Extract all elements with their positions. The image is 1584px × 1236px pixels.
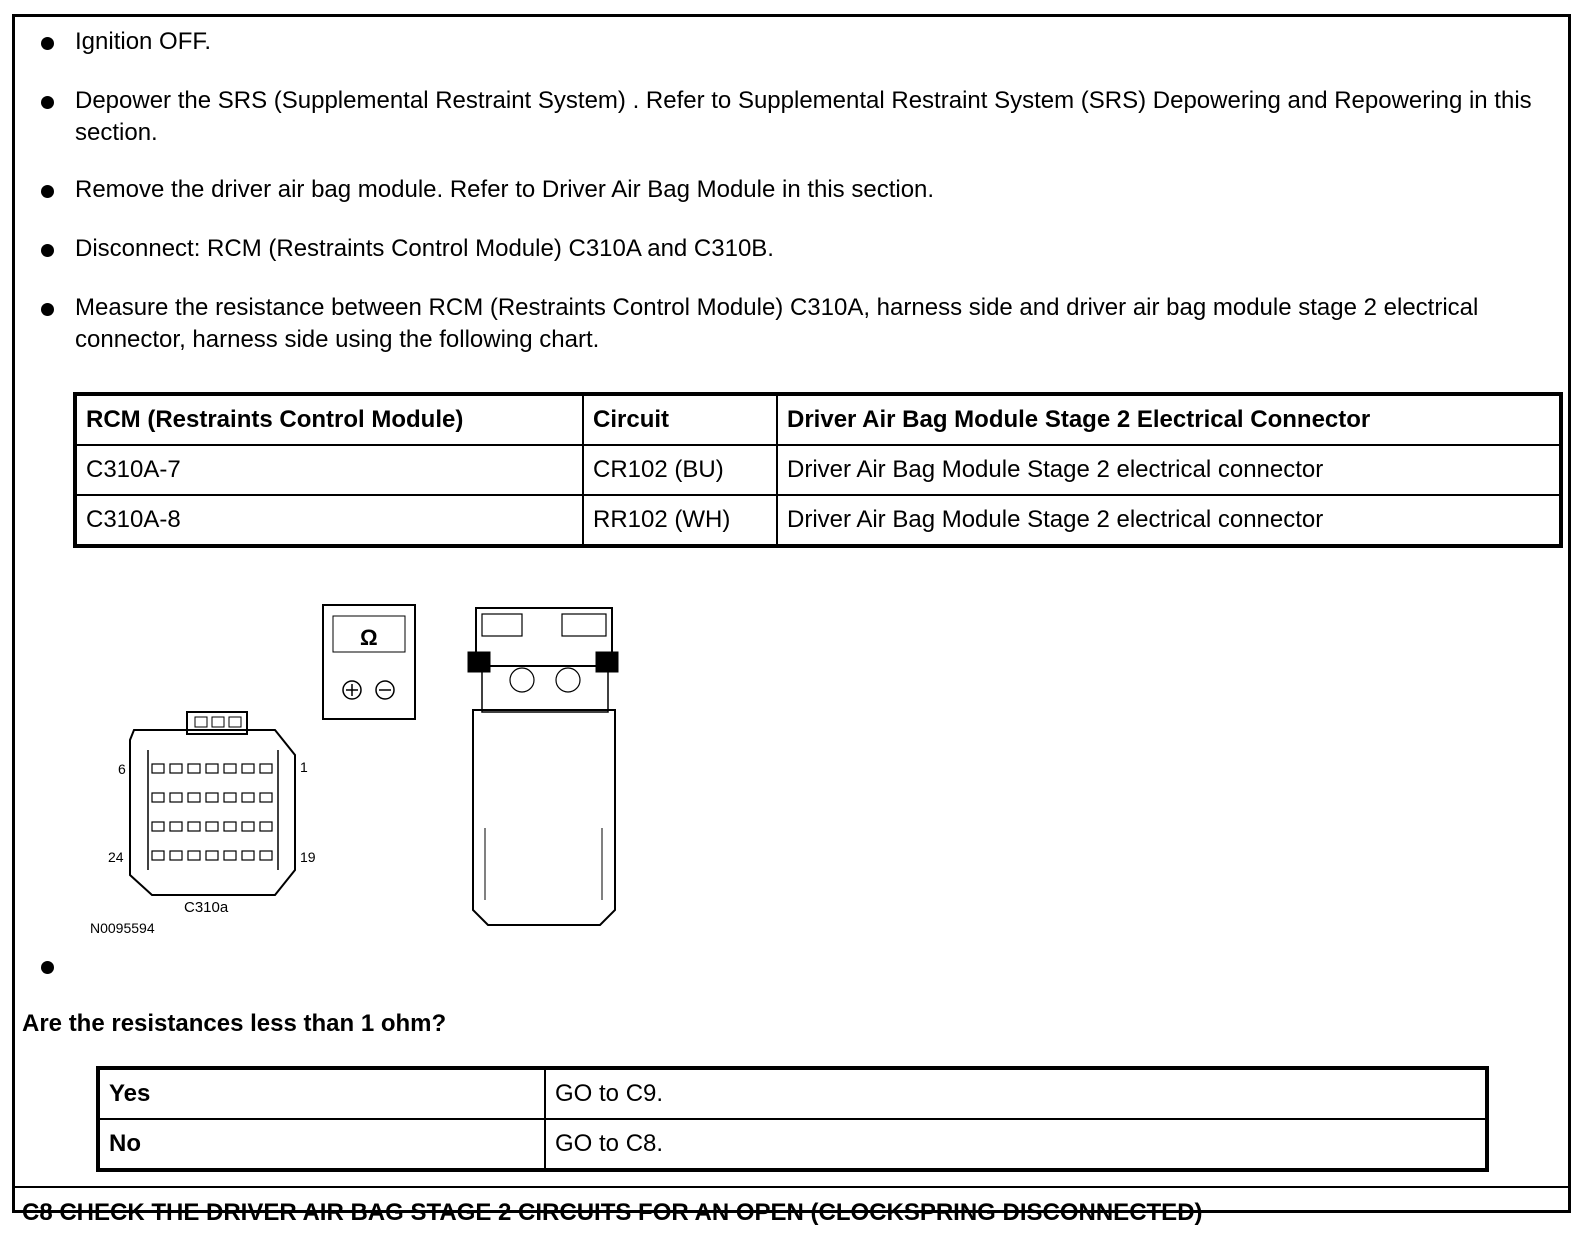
action-cell: GO to C8. <box>545 1119 1487 1170</box>
table-cell: C310A-8 <box>75 495 583 546</box>
figure-id-label: N0095594 <box>90 920 155 936</box>
bullet-dot-icon <box>41 37 54 50</box>
table-cell: Driver Air Bag Module Stage 2 electrical connector <box>777 445 1561 495</box>
table-cell: C310A-7 <box>75 445 583 495</box>
bullet-dot-icon <box>41 185 54 198</box>
bullet-dot-icon <box>41 961 54 974</box>
airbag-module-connector-icon <box>468 608 618 925</box>
divider <box>12 1186 1571 1188</box>
step-text: Measure the resistance between RCM (Restraints Control Module) C310A, harness side and driver air bag module stage 2 electrical connector, harness side using the following chart. <box>75 294 1479 353</box>
step-text: Disconnect: RCM (Restraints Control Module) C310A and C310B. <box>75 235 774 262</box>
ohm-symbol: Ω <box>360 625 378 650</box>
connector-label: C310a <box>184 899 229 916</box>
pin-label-24: 24 <box>108 849 124 865</box>
table-header-row <box>75 394 1561 445</box>
question-text: Are the resistances less than 1 ohm? <box>22 1010 447 1037</box>
step-item <box>38 26 211 58</box>
table-row <box>75 495 1561 546</box>
table-row <box>98 1119 1487 1170</box>
pin-label-19: 19 <box>300 849 316 865</box>
column-header-rcm: RCM (Restraints Control Module) <box>75 394 583 445</box>
bullet-dot-icon <box>41 303 54 316</box>
table-cell: CR102 (BU) <box>583 445 777 495</box>
bullet-dot-icon <box>41 244 54 257</box>
connector-illustration <box>90 600 650 960</box>
step-item <box>38 174 934 206</box>
ohmmeter-icon <box>323 605 415 719</box>
result-table <box>96 1066 1489 1172</box>
column-header-circuit: Circuit <box>583 394 777 445</box>
step-item <box>38 292 1558 356</box>
table-row <box>75 445 1561 495</box>
step-item <box>38 85 1558 149</box>
step-text: Remove the driver air bag module. Refer to Driver Air Bag Module in this section. <box>75 176 935 203</box>
pin-label-1: 1 <box>300 759 308 775</box>
pin-label-6: 6 <box>118 761 126 777</box>
step-text: Depower the SRS (Supplemental Restraint System) . Refer to Supplemental Restraint System (SRS) Depowering and Repowering in this section. <box>75 87 1532 146</box>
action-cell: GO to C9. <box>545 1068 1487 1119</box>
step-item <box>38 233 774 265</box>
column-header-connector: Driver Air Bag Module Stage 2 Electrical Connector <box>777 394 1561 445</box>
bullet-dot-icon <box>41 96 54 109</box>
answer-cell: Yes <box>98 1068 545 1119</box>
table-cell: Driver Air Bag Module Stage 2 electrical connector <box>777 495 1561 546</box>
step-text: Ignition OFF. <box>75 28 212 55</box>
c310a-connector-icon <box>108 712 316 916</box>
next-step-title: C8 CHECK THE DRIVER AIR BAG STAGE 2 CIRCUITS FOR AN OPEN (CLOCKSPRING DISCONNECTED) <box>22 1199 1203 1226</box>
measurement-table <box>73 392 1563 548</box>
table-row <box>98 1068 1487 1119</box>
table-cell: RR102 (WH) <box>583 495 777 546</box>
answer-cell: No <box>98 1119 545 1170</box>
